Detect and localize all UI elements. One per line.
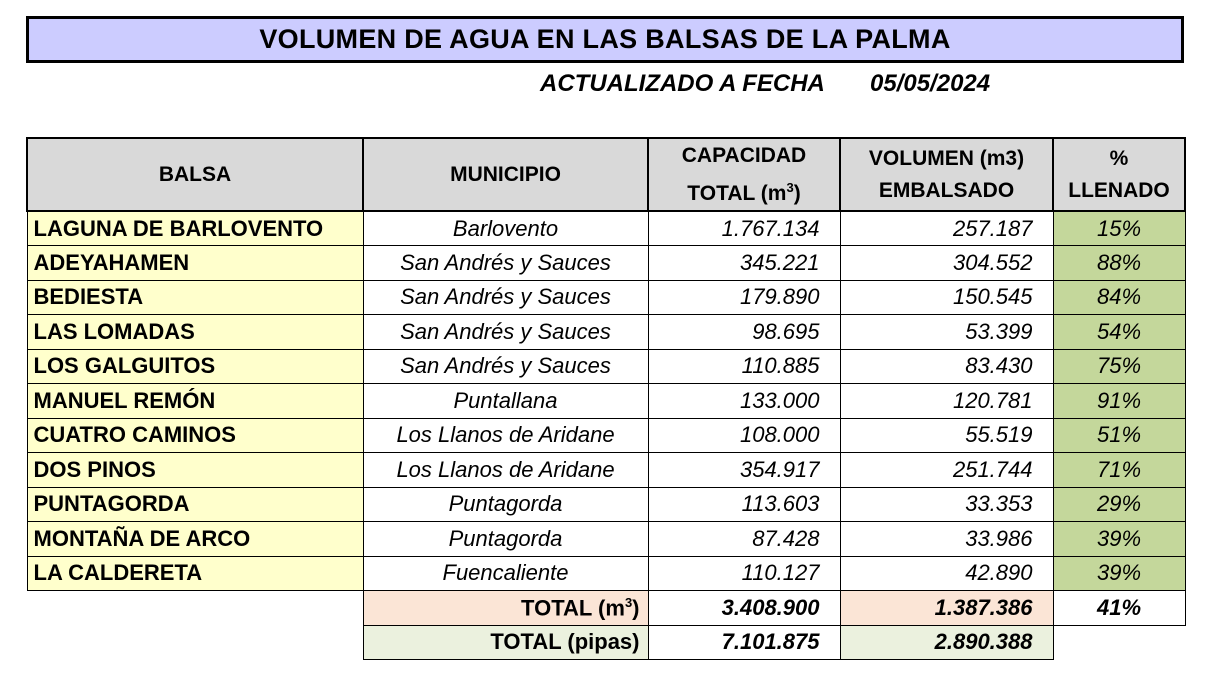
pct-cell: 39% (1053, 522, 1185, 557)
total-m3-row (27, 591, 1185, 626)
balsa-cell: MONTAÑA DE ARCO (27, 522, 363, 557)
pct-cell: 29% (1053, 487, 1185, 522)
volumen-cell: 53.399 (840, 315, 1053, 350)
header-municipio: MUNICIPIO (363, 138, 648, 211)
table-row (27, 315, 1185, 350)
blank-cell (27, 591, 363, 626)
header-pct-line2: LLENADO (1068, 178, 1170, 202)
header-pct (1053, 138, 1185, 211)
header-capacidad-line2: TOTAL (m (687, 181, 787, 205)
pct-cell: 39% (1053, 556, 1185, 591)
volumen-cell: 304.552 (840, 246, 1053, 281)
pct-cell: 84% (1053, 280, 1185, 315)
table-row (27, 246, 1185, 281)
volumen-cell: 42.890 (840, 556, 1053, 591)
header-balsa: BALSA (27, 138, 363, 211)
volumen-cell: 120.781 (840, 384, 1053, 419)
table-row (27, 280, 1185, 315)
volumen-cell: 150.545 (840, 280, 1053, 315)
municipio-cell: Los Llanos de Aridane (363, 453, 648, 488)
updated-label: ACTUALIZADO A FECHA (540, 70, 825, 97)
capacidad-cell: 113.603 (648, 487, 840, 522)
balsa-cell: BEDIESTA (27, 280, 363, 315)
blank-cell (27, 625, 363, 660)
volumen-cell: 251.744 (840, 453, 1053, 488)
header-capacidad-sup: 3 (786, 179, 794, 195)
balsa-cell: LAGUNA DE BARLOVENTO (27, 211, 363, 246)
table-row (27, 522, 1185, 557)
volumen-cell: 83.430 (840, 349, 1053, 384)
updated-date: 05/05/2024 (870, 70, 991, 97)
total-pipas-row (27, 625, 1185, 660)
header-capacidad-end: ) (793, 181, 801, 205)
pct-cell: 75% (1053, 349, 1185, 384)
total-m3-label: TOTAL $(m^3)$ (363, 591, 648, 626)
table-header-row (27, 138, 1185, 211)
municipio-cell: Puntagorda (363, 522, 648, 557)
balsa-cell: MANUEL REMÓN (27, 384, 363, 419)
pct-cell: 71% (1053, 453, 1185, 488)
pct-cell: 51% (1053, 418, 1185, 453)
table-row (27, 556, 1185, 591)
capacidad-cell: 110.127 (648, 556, 840, 591)
balsa-cell: LA CALDERETA (27, 556, 363, 591)
pct-cell: 91% (1053, 384, 1185, 419)
total-m3-capacidad: 3.408.900 (648, 591, 840, 626)
municipio-cell: San Andrés y Sauces (363, 280, 648, 315)
table-row (27, 418, 1185, 453)
header-capacidad-line1: CAPACIDAD (681, 143, 807, 167)
balsa-cell: CUATRO CAMINOS (27, 418, 363, 453)
table-row (27, 349, 1185, 384)
table-row (27, 453, 1185, 488)
volumen-cell: 257.187 (840, 211, 1053, 246)
total-pipas-label: TOTAL (pipas) (363, 625, 648, 660)
header-capacidad (648, 138, 840, 211)
capacidad-cell: 110.885 (648, 349, 840, 384)
municipio-cell: Puntallana (363, 384, 648, 419)
pct-cell: 15% (1053, 211, 1185, 246)
table-row (27, 211, 1185, 246)
municipio-cell: San Andrés y Sauces (363, 349, 648, 384)
balsa-cell: LAS LOMADAS (27, 315, 363, 350)
total-m3-volumen: 1.387.386 (840, 591, 1053, 626)
page-title: VOLUMEN DE AGUA EN LAS BALSAS DE LA PALMA (26, 16, 1184, 63)
municipio-cell: San Andrés y Sauces (363, 246, 648, 281)
municipio-cell: Puntagorda (363, 487, 648, 522)
municipio-cell: San Andrés y Sauces (363, 315, 648, 350)
capacidad-cell: 179.890 (648, 280, 840, 315)
capacidad-cell: 98.695 (648, 315, 840, 350)
reservoir-table (26, 137, 1186, 660)
capacidad-cell: 354.917 (648, 453, 840, 488)
balsa-cell: PUNTAGORDA (27, 487, 363, 522)
capacidad-cell: 133.000 (648, 384, 840, 419)
total-pipas-capacidad: 7.101.875 (648, 625, 840, 660)
capacidad-cell: 108.000 (648, 418, 840, 453)
balsa-cell: LOS GALGUITOS (27, 349, 363, 384)
header-volumen-line1: VOLUMEN (m3) (868, 146, 1025, 170)
municipio-cell: Los Llanos de Aridane (363, 418, 648, 453)
volumen-cell: 33.353 (840, 487, 1053, 522)
balsa-cell: DOS PINOS (27, 453, 363, 488)
capacidad-cell: 87.428 (648, 522, 840, 557)
total-m3-pct: 41% (1053, 591, 1185, 626)
balsa-cell: ADEYAHAMEN (27, 246, 363, 281)
capacidad-cell: 1.767.134 (648, 211, 840, 246)
table-row (27, 384, 1185, 419)
municipio-cell: Barlovento (363, 211, 648, 246)
table-row (27, 487, 1185, 522)
pct-cell: 88% (1053, 246, 1185, 281)
municipio-cell: Fuencaliente (363, 556, 648, 591)
header-volumen-line2: EMBALSADO (878, 178, 1015, 202)
volumen-cell: 33.986 (840, 522, 1053, 557)
volumen-cell: 55.519 (840, 418, 1053, 453)
header-volumen (840, 138, 1053, 211)
blank-cell (1053, 625, 1185, 660)
pct-cell: 54% (1053, 315, 1185, 350)
total-pipas-volumen: 2.890.388 (840, 625, 1053, 660)
header-pct-line1: % (1109, 146, 1129, 170)
capacidad-cell: 345.221 (648, 246, 840, 281)
